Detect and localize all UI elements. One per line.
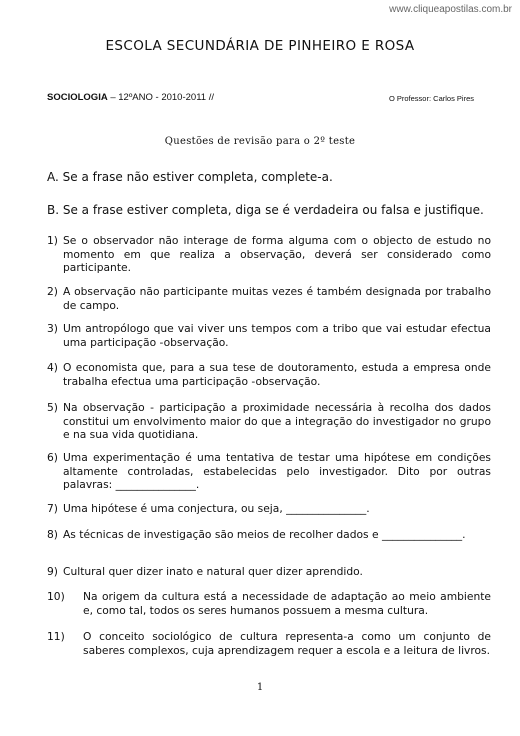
question-item: [47, 565, 491, 579]
question-text: O economista que, para a sua tese de doutoramento, estuda a empresa onde trabalha efectua uma participação -observação.: [62, 361, 491, 388]
question-item: [47, 630, 491, 657]
question-item: [47, 285, 491, 312]
school-name: ESCOLA SECUNDÁRIA DE PINHEIRO E ROSA: [105, 38, 415, 54]
question-item: [47, 502, 491, 516]
question-item: [47, 590, 491, 617]
question-item: [47, 451, 491, 492]
question-text: A observação não participante muitas vezes é também designada por trabalho de campo.: [62, 285, 491, 312]
question-item: [47, 528, 491, 542]
question-number: 11): [47, 630, 65, 643]
question-text: Cultural quer dizer inato e natural quer dizer aprendido.: [62, 565, 363, 578]
question-number: 7): [47, 502, 58, 515]
instruction-b: B. Se a frase estiver completa, diga se é verdadeira ou falsa e justifique.: [47, 203, 484, 217]
course-line: [47, 92, 214, 103]
question-number: 9): [47, 565, 58, 578]
question-number: 4): [47, 361, 58, 374]
question-text: Um antropólogo que vai viver uns tempos com a tribo que vai estudar efectua uma participação -observação.: [62, 322, 491, 349]
page-number: 1: [256, 682, 264, 693]
course-details: – 12ºANO - 2010-2011 //: [107, 92, 214, 103]
question-number: 5): [47, 401, 58, 414]
instruction-a: A. Se a frase não estiver completa, complete-a.: [47, 170, 333, 184]
watermark-url: www.cliqueapostilas.com.br: [389, 4, 512, 15]
question-item: [47, 234, 491, 275]
question-number: 8): [47, 528, 58, 541]
question-number: 3): [47, 322, 58, 335]
question-number: 1): [47, 234, 58, 247]
page-title: Questões de revisão para o 2º teste: [164, 136, 356, 147]
question-number: 10): [47, 590, 65, 603]
question-text: O conceito sociológico de cultura representa-a como um conjunto de saberes complexos, cuja aprendizagem requer a escola e a leitura de livros.: [83, 630, 491, 657]
question-text: Na observação - participação a proximidade necessária à recolha dos dados constitui um envolvimento maior do que a integração do investigador no grupo e na sua vida quotidiana.: [62, 401, 491, 441]
question-text: As técnicas de investigação são meios de recolher dados e _______________.: [62, 528, 466, 541]
question-text: Uma hipótese é uma conjectura, ou seja, _______________.: [62, 502, 370, 515]
question-item: [47, 401, 491, 442]
question-item: [47, 322, 491, 349]
question-number: 6): [47, 451, 58, 464]
question-text: Na origem da cultura está a necessidade de adaptação ao meio ambiente e, como tal, todos os seres humanos possuem a mesma cultura.: [83, 590, 491, 617]
question-number: 2): [47, 285, 58, 298]
professor-name: O Professor: Carlos Pires: [388, 94, 474, 103]
subject-name: SOCIOLOGIA: [47, 92, 108, 103]
question-item: [47, 361, 491, 388]
question-text: Uma experimentação é uma tentativa de testar uma hipótese em condições altamente controladas, estabelecidas pelo investigador. Dito por outras palavras: _______________.: [62, 451, 491, 491]
question-text: Se o observador não interage de forma alguma com o objecto de estudo no momento em que realiza a observação, deverá ser considerado como participante.: [62, 234, 491, 274]
